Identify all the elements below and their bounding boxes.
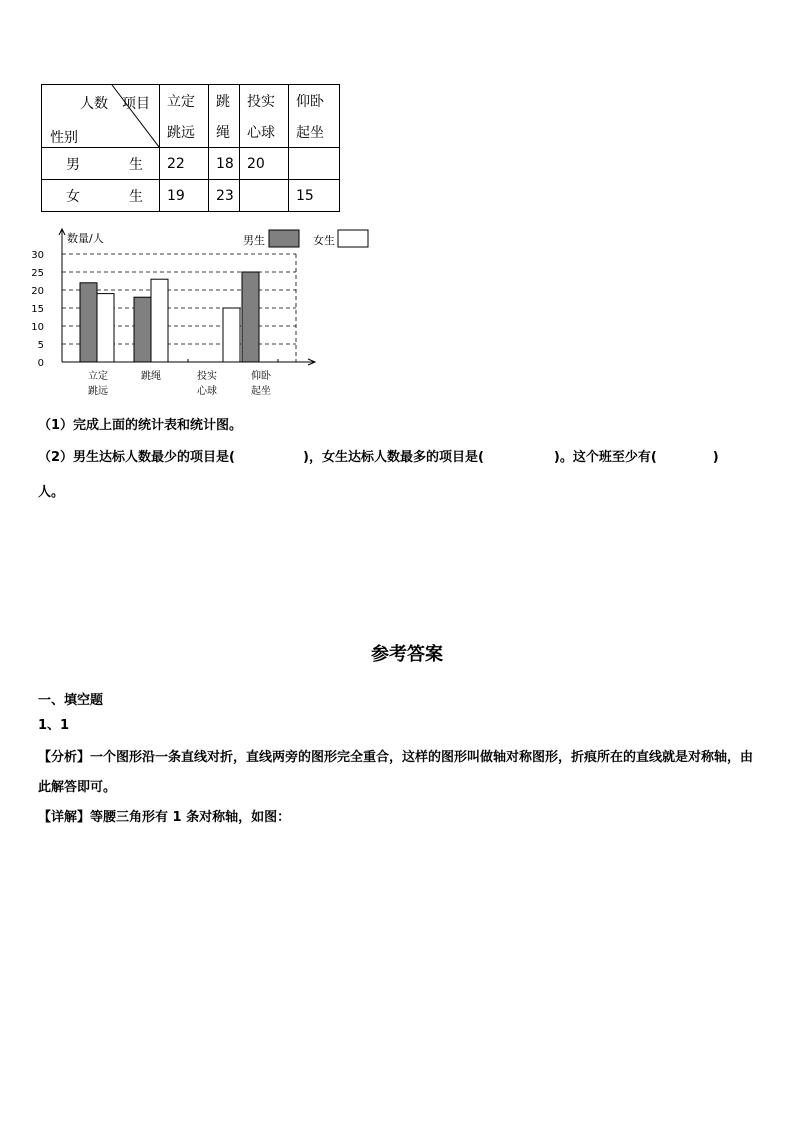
table-cell xyxy=(240,180,289,212)
bar-boys xyxy=(80,283,97,362)
table-cell: 15 xyxy=(289,180,340,212)
col-label: 心球 xyxy=(247,124,275,141)
gender-label: 生 xyxy=(129,188,143,205)
q2-part: ) xyxy=(712,450,719,465)
col-label: 跳远 xyxy=(167,124,195,141)
col-label: 仰卧 xyxy=(296,93,324,110)
table-row xyxy=(42,148,340,180)
y-tick-label: 0 xyxy=(37,358,44,369)
bar-boys xyxy=(134,297,151,362)
bar-girls xyxy=(97,294,114,362)
question-2-end: 人。 xyxy=(38,485,65,500)
gender-label: 男 xyxy=(66,156,80,173)
y-axis-label: 数量/人 xyxy=(67,232,104,245)
q2-part: )，女生达标人数最多的项目是( xyxy=(303,450,484,465)
statistics-table xyxy=(41,84,340,212)
col-header xyxy=(160,85,209,148)
x-tick-label: 跳远 xyxy=(88,386,108,397)
x-tick-label: 投实 xyxy=(197,371,217,382)
y-tick-label: 30 xyxy=(31,250,44,261)
question-2 xyxy=(38,446,758,465)
bar-chart xyxy=(30,226,380,406)
x-tick-label: 跳绳 xyxy=(141,371,161,382)
bar-boys xyxy=(242,272,259,362)
gender-label: 女 xyxy=(66,188,80,205)
q2-part: （2）男生达标人数最少的项目是( xyxy=(38,450,235,465)
legend-label-girls: 女生 xyxy=(313,234,335,247)
y-tick-label: 25 xyxy=(31,268,44,279)
y-tick-label: 20 xyxy=(31,286,44,297)
gender-label: 生 xyxy=(129,156,143,173)
detail-text: 【详解】等腰三角形有 1 条对称轴，如图： xyxy=(38,810,291,825)
legend-swatch-girls xyxy=(338,230,368,247)
col-header xyxy=(209,85,240,148)
answer-item: 1、1 xyxy=(38,718,70,733)
x-tick-label: 心球 xyxy=(197,386,217,397)
x-tick-label: 仰卧 xyxy=(251,371,271,382)
legend-swatch-boys xyxy=(269,230,299,247)
table-cell: 20 xyxy=(240,148,289,180)
answers-title: 参考答案 xyxy=(371,644,443,665)
x-tick-label: 立定 xyxy=(88,371,108,382)
table-diagonal-header xyxy=(42,85,160,148)
bar-girls xyxy=(151,279,168,362)
col-label: 起坐 xyxy=(296,124,324,141)
col-label: 立定 xyxy=(167,93,195,110)
col-label: 绳 xyxy=(216,124,230,141)
bar-girls xyxy=(223,308,240,362)
table-row xyxy=(42,180,340,212)
col-label: 投实 xyxy=(247,93,275,110)
q2-part: )。这个班至少有( xyxy=(553,450,657,465)
y-tick-label: 10 xyxy=(31,322,44,333)
table-cell: 23 xyxy=(209,180,240,212)
col-label: 跳 xyxy=(216,93,230,110)
col-header xyxy=(289,85,340,148)
table-cell: 22 xyxy=(160,148,209,180)
question-1: （1）完成上面的统计表和统计图。 xyxy=(38,418,243,433)
analysis-text: 【分析】一个图形沿一条直线对折，直线两旁的图形完全重合，这样的图形叫做轴对称图形，折痕所在的直线就是对称轴，由此解答即可。 xyxy=(38,750,754,795)
header-item: 项目 xyxy=(122,96,150,112)
y-tick-label: 15 xyxy=(31,304,44,315)
table-cell: 18 xyxy=(209,148,240,180)
legend-label-boys: 男生 xyxy=(243,234,265,247)
header-people: 人数 xyxy=(80,96,108,112)
y-tick-label: 5 xyxy=(37,340,44,351)
section-heading: 一、填空题 xyxy=(38,693,104,708)
col-header xyxy=(240,85,289,148)
x-tick-label: 起坐 xyxy=(251,386,271,397)
table-cell: 19 xyxy=(160,180,209,212)
header-gender: 性别 xyxy=(50,130,78,146)
table-cell xyxy=(289,148,340,180)
